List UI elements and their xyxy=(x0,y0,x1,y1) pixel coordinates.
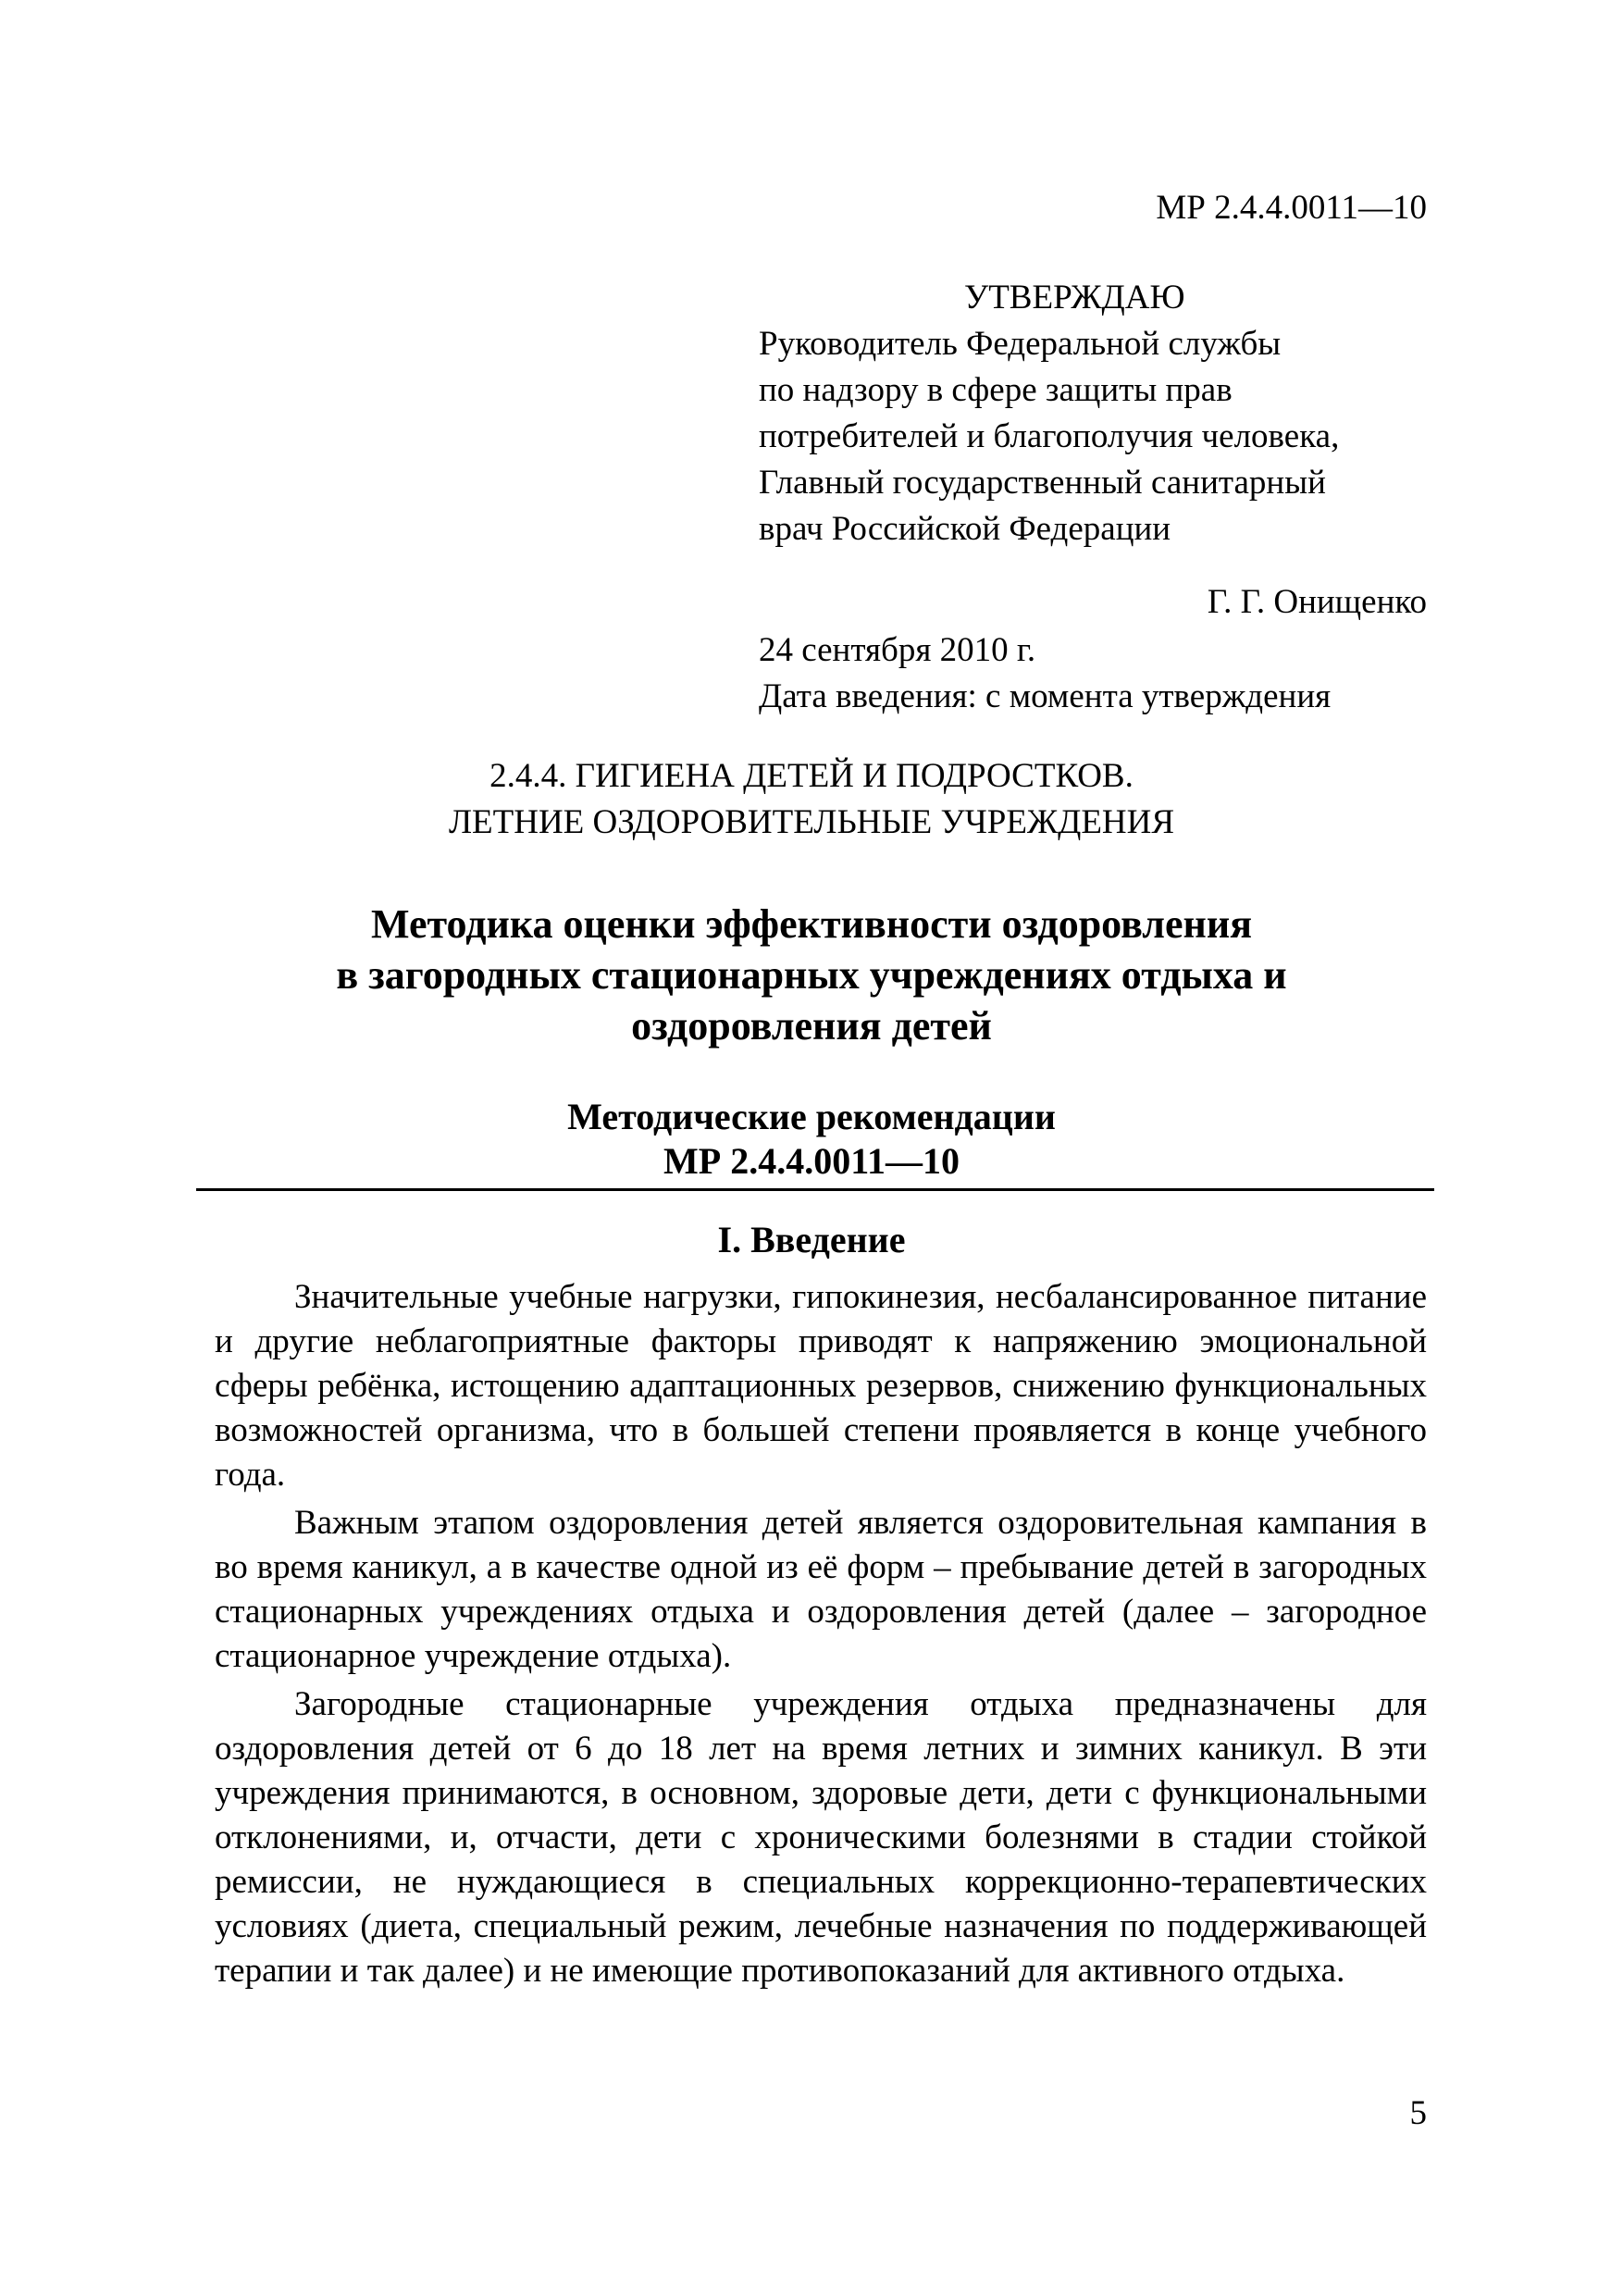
body-text xyxy=(215,1275,1427,1997)
paragraph: Важным этапом оздоровления детей является оздоровительная кампания в во время каникул, а в качестве одной из её форм – пребывание детей в загородных стационарных учреждениях отдыха и оздоровления детей (далее – загородное стационарное учреждение отдыха). xyxy=(215,1504,1427,1675)
paragraph: Загородные стационарные учреждения отдыха предназначены для оздоровления детей от 6 до 18 лет на время летних и зимних каникул. В эти учреждения принимаются, в основном, здоровые дети, дети с функциональными отклонениями, и, отчасти, дети с хроническими болезнями в стадии стойкой ремиссии, не нуждающиеся в специальных коррекционно-терапевтических условиях (диета, специальный режим, лечебные назначения по поддерживающей терапии и так далее) и не имеющие противопоказаний для активного отдыха. xyxy=(215,1685,1427,1990)
section-line: 2.4.4. ГИГИЕНА ДЕТЕЙ И ПОДРОСТКОВ. xyxy=(489,757,1134,795)
approval-line: врач Российской Федерации xyxy=(759,510,1171,548)
approval-dates xyxy=(759,627,1331,720)
approval-line: Руководитель Федеральной службы xyxy=(759,325,1282,363)
approval-heading: УТВЕРЖДАЮ xyxy=(964,279,1185,316)
title-line: в загородных стационарных учреждениях отдыха и xyxy=(336,952,1287,998)
approval-line: потребителей и благополучия человека, xyxy=(759,417,1340,455)
section-heading xyxy=(196,753,1427,846)
subtitle-line: Методические рекомендации xyxy=(567,1096,1056,1137)
approval-date: 24 сентября 2010 г. xyxy=(759,631,1036,669)
section-title-introduction: I. Введение xyxy=(717,1219,906,1260)
subtitle-line: МР 2.4.4.0011—10 xyxy=(663,1140,960,1182)
title-line: оздоровления детей xyxy=(631,1003,992,1049)
title-line: Методика оценки эффективности оздоровления xyxy=(371,901,1252,947)
section-line: ЛЕТНИЕ ОЗДОРОВИТЕЛЬНЫЕ УЧРЕЖДЕНИЯ xyxy=(448,803,1175,841)
signer-name: Г. Г. Онищенко xyxy=(1207,583,1427,621)
horizontal-rule xyxy=(196,1188,1434,1191)
document-subtitle xyxy=(196,1095,1427,1184)
approval-line: по надзору в сфере защиты прав xyxy=(759,371,1233,409)
page-number: 5 xyxy=(1409,2094,1427,2132)
paragraph: Значительные учебные нагрузки, гипокинезия, несбалансированное питание и другие неблагоприятные факторы приводят к напряжению эмоциональной сферы ребёнка, истощению адаптационных резервов, снижению функциональных возможностей организма, что в большей степени проявляется в конце учебного года. xyxy=(215,1278,1427,1494)
introduction-date: Дата введения: с момента утверждения xyxy=(759,677,1332,715)
document-code: МР 2.4.4.0011—10 xyxy=(1156,189,1427,227)
approval-block xyxy=(759,275,1462,552)
document-title xyxy=(196,899,1427,1051)
approval-line: Главный государственный санитарный xyxy=(759,464,1326,502)
